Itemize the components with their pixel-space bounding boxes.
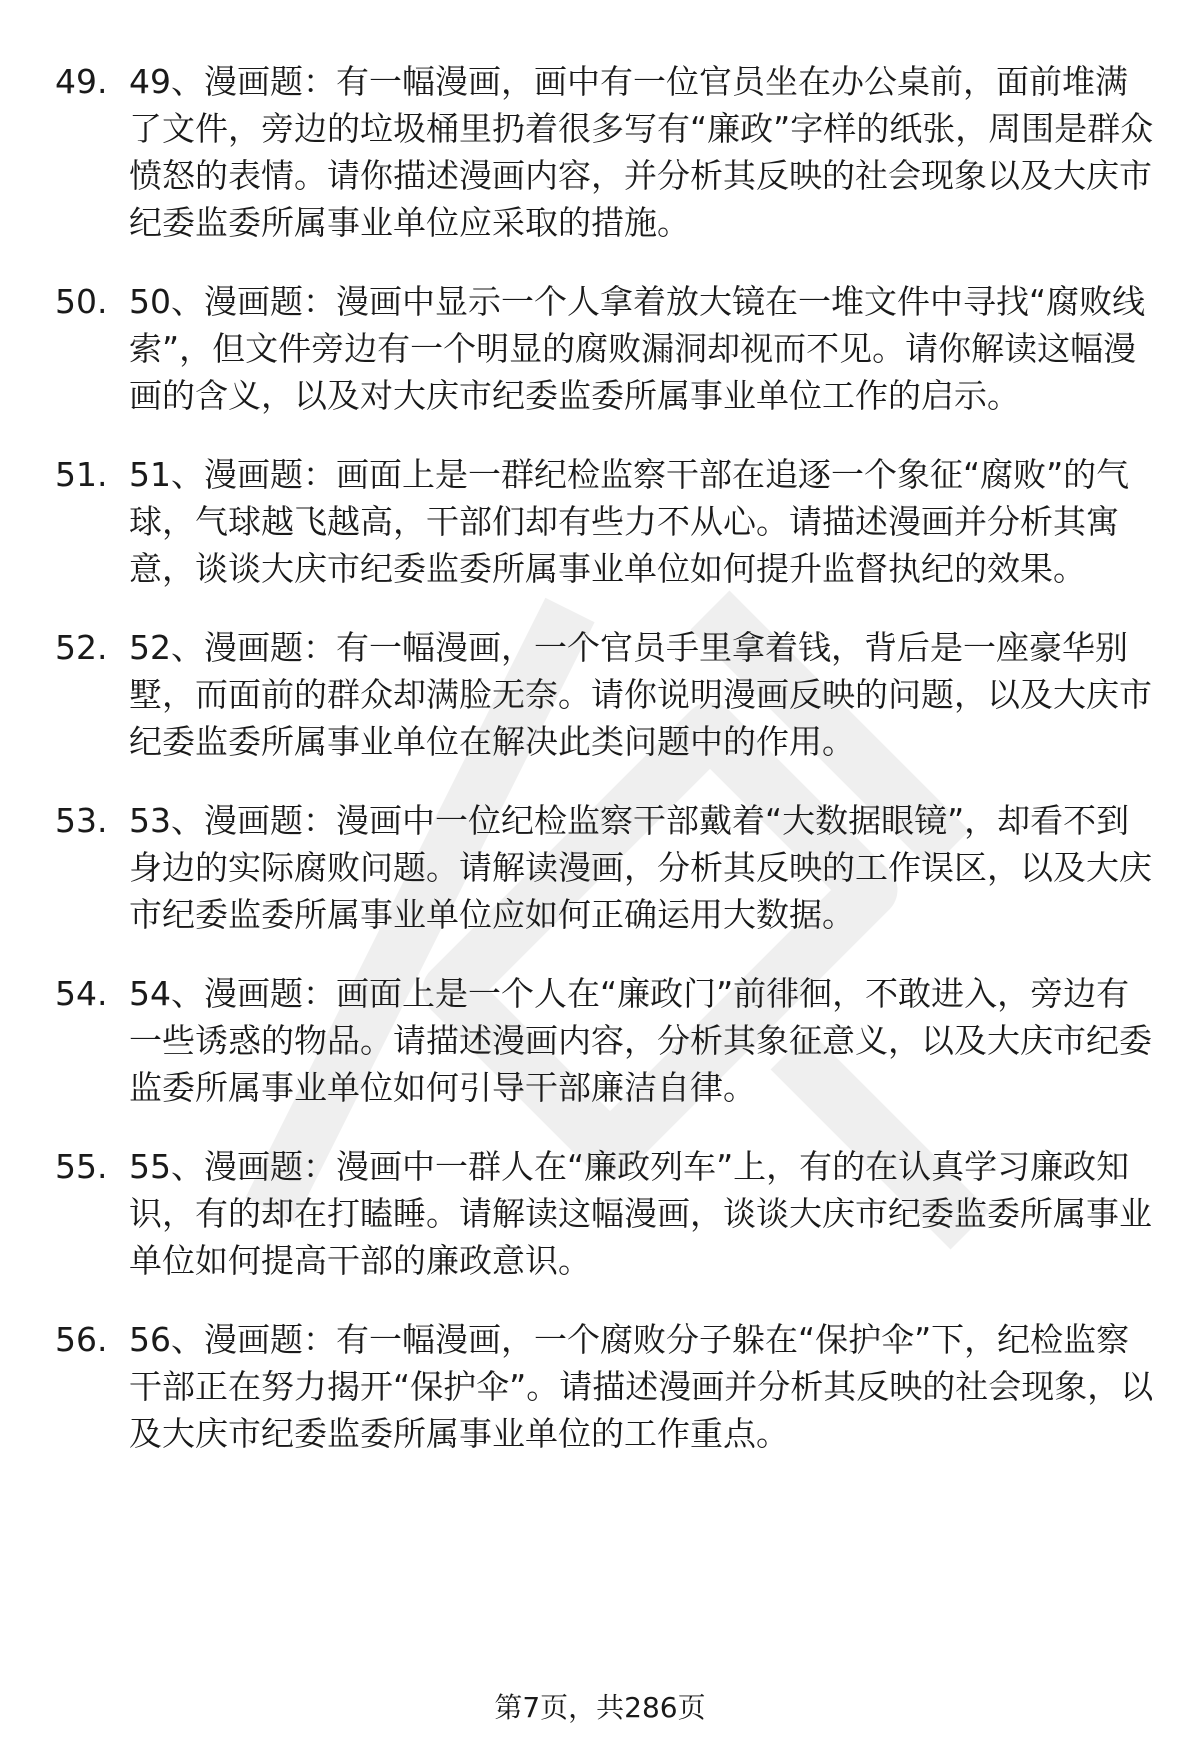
question-number: 50. (55, 282, 108, 321)
question-text: 53、漫画题：漫画中一位纪检监察干部戴着“大数据眼镜”，却看不到身边的实际腐败问题。请解读漫画，分析其反映的工作误区，以及大庆市纪委监委所属事业单位应如何正确运用大数据。 (129, 801, 1152, 934)
question-text: 56、漫画题：有一幅漫画，一个腐败分子躲在“保护伞”下，纪检监察干部正在努力揭开“保护伞”。请描述漫画并分析其反映的社会现象，以及大庆市纪委监委所属事业单位的工作重点。 (129, 1320, 1154, 1453)
page-footer (0, 1690, 1200, 1726)
question-item (55, 797, 1155, 938)
page-number-label: 第7页，共286页 (494, 1691, 706, 1724)
question-item (55, 451, 1155, 592)
question-number: 56. (55, 1320, 108, 1359)
question-text: 49、漫画题：有一幅漫画，画中有一位官员坐在办公桌前，面前堆满了文件，旁边的垃圾桶里扔着很多写有“廉政”字样的纸张，周围是群众愤怒的表情。请你描述漫画内容，并分析其反映的社会现象以及大庆市纪委监委所属事业单位应采取的措施。 (129, 62, 1154, 242)
question-text: 50、漫画题：漫画中显示一个人拿着放大镜在一堆文件中寻找“腐败线索”，但文件旁边有一个明显的腐败漏洞却视而不见。请你解读这幅漫画的含义，以及对大庆市纪委监委所属事业单位工作的启示。 (129, 282, 1146, 415)
question-number: 51. (55, 455, 108, 494)
question-item (55, 970, 1155, 1111)
question-item (55, 58, 1155, 246)
question-item (55, 624, 1155, 765)
question-item (55, 278, 1155, 419)
question-text: 52、漫画题：有一幅漫画，一个官员手里拿着钱，背后是一座豪华别墅，而面前的群众却满脸无奈。请你说明漫画反映的问题，以及大庆市纪委监委所属事业单位在解决此类问题中的作用。 (129, 628, 1152, 761)
question-text: 51、漫画题：画面上是一群纪检监察干部在追逐一个象征“腐败”的气球，气球越飞越高，干部们却有些力不从心。请描述漫画并分析其寓意，谈谈大庆市纪委监委所属事业单位如何提升监督执纪的效果。 (129, 455, 1130, 588)
question-item (55, 1316, 1155, 1457)
question-number: 49. (55, 62, 108, 101)
question-text: 54、漫画题：画面上是一个人在“廉政门”前徘徊，不敢进入，旁边有一些诱惑的物品。请描述漫画内容，分析其象征意义，以及大庆市纪委监委所属事业单位如何引导干部廉洁自律。 (129, 974, 1152, 1107)
question-number: 54. (55, 974, 108, 1013)
question-list (55, 58, 1155, 1489)
question-text: 55、漫画题：漫画中一群人在“廉政列车”上，有的在认真学习廉政知识，有的却在打瞌睡。请解读这幅漫画，谈谈大庆市纪委监委所属事业单位如何提高干部的廉政意识。 (129, 1147, 1152, 1280)
question-number: 53. (55, 801, 108, 840)
question-number: 55. (55, 1147, 108, 1186)
question-item (55, 1143, 1155, 1284)
question-number: 52. (55, 628, 108, 667)
